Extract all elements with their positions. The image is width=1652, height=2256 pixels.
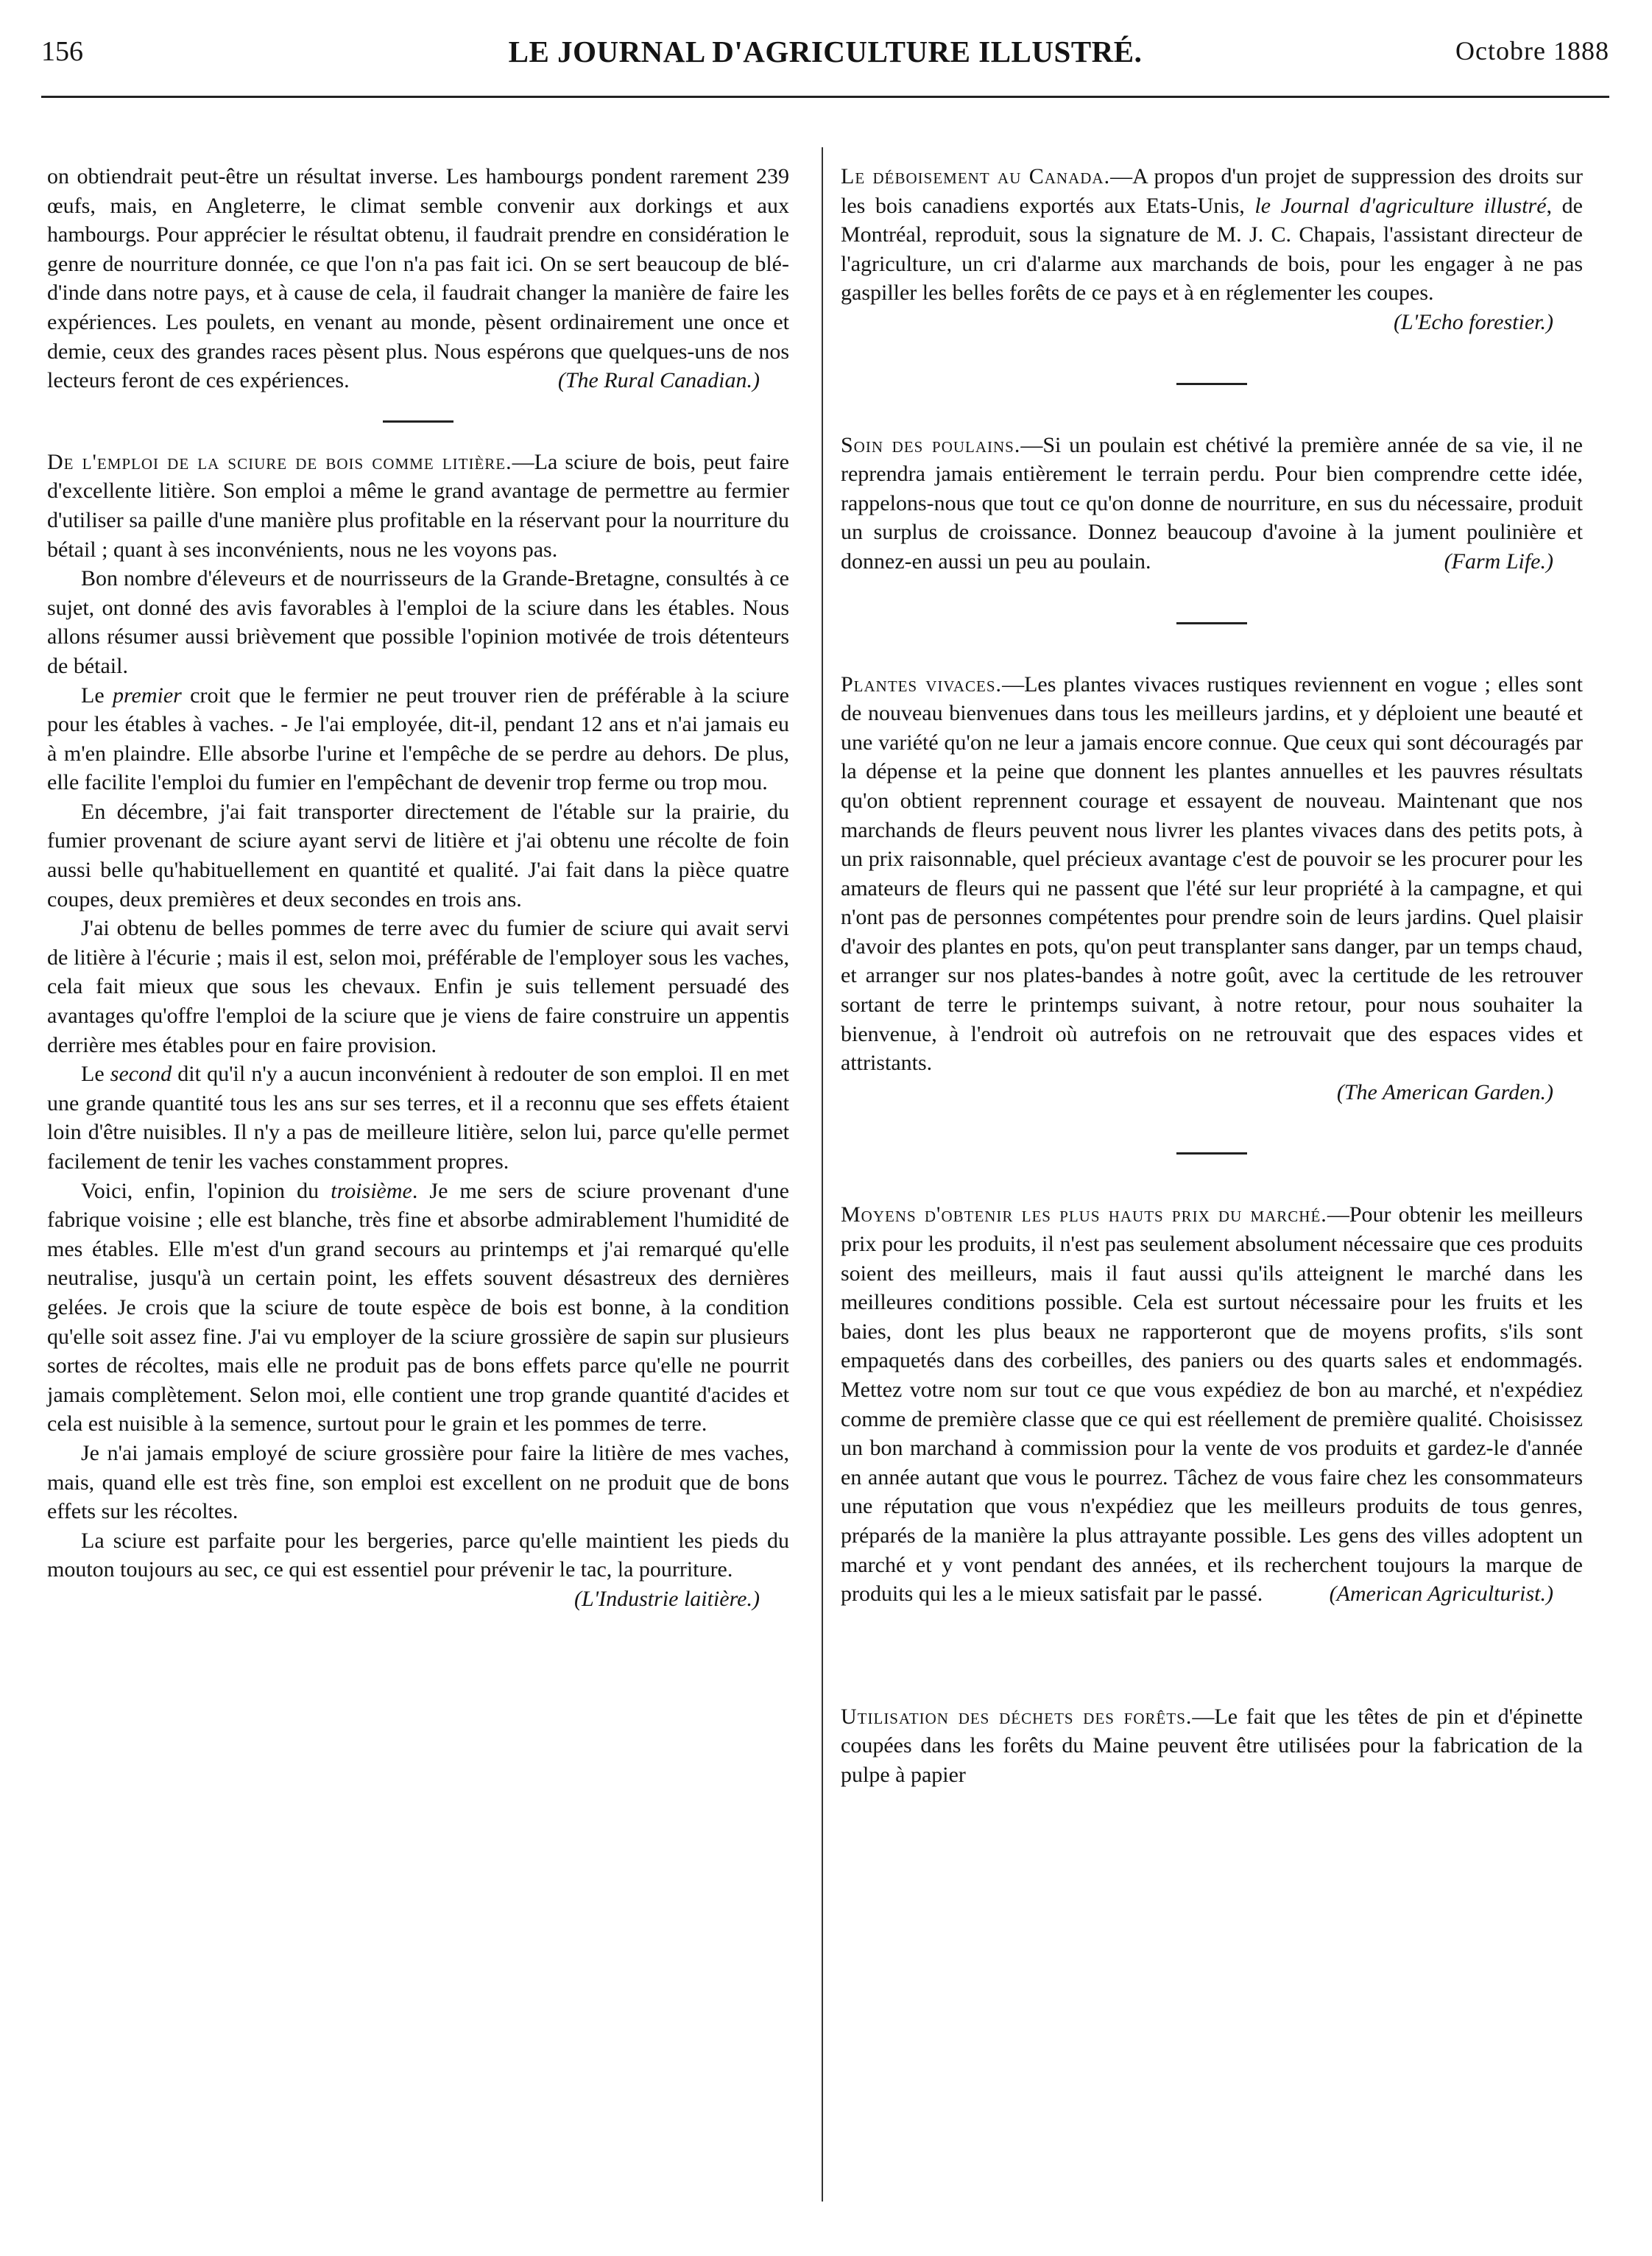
canada-heading: Le déboisement au Canada. <box>841 164 1111 188</box>
article-marche <box>841 1200 1583 1608</box>
sciure-text-5: J'ai obtenu de belles pommes de terre avec du fumier de sciure qui avait servi de litière à l'écurie ; mais il est, selon moi, préférable de l'employer sous les vaches, cela fait mieux que sous les chevaux. Enfin je suis tellement persuadé des avantages qu'offre l'emploi de la sciure que je viens de faire construire un appentis derrière mes étables pour en faire provision. <box>47 916 789 1057</box>
article-poulains <box>841 431 1583 577</box>
sciure-paragraph-9 <box>47 1526 789 1585</box>
sciure-paragraph-8 <box>47 1439 789 1526</box>
marche-paragraph <box>841 1200 1583 1608</box>
dechets-paragraph <box>841 1702 1583 1790</box>
left-column <box>47 162 789 1614</box>
plantes-source: (The American Garden.) <box>1336 1079 1553 1104</box>
article-canada <box>841 162 1583 337</box>
article-separator <box>1176 383 1247 385</box>
continuation-text: on obtiendrait peut-être un résultat inverse. Les hambourgs pondent rarement 239 œufs, mais, en Angleterre, le climat semble convenir aux dorkings et aux hambourgs. Pour apprécier le résultat obtenu, il faudrait prendre en considération le genre de nourriture donnée, ce que l'on n'a pas fait ici. On se sert beaucoup de blé-d'inde dans notre pays, et à cause de cela, il faudrait changer la manière de faire les expériences. Les poulets, en venant au monde, pèsent ordinairement une once et demie, ceux des grandes races pèsent plus. Nous espérons que quelques-uns de nos lecteurs feront de ces expériences. <box>47 164 789 393</box>
sciure-paragraph-7 <box>47 1177 789 1439</box>
continuation-source: (The Rural Canadian.) <box>557 368 760 393</box>
sciure-paragraph-3 <box>47 681 789 797</box>
sciure-paragraph-2 <box>47 564 789 680</box>
article-sciure <box>47 448 789 1614</box>
canada-text-b: , de Montréal, reproduit, sous la signature de M. J. C. Chapais, l'assistant directeur de l'agriculture, un cri d'alarme aux marchands de bois, pour les engager à ne pas gaspiller les belles forêts de ce pays et à en réglementer les coupes. <box>841 193 1583 306</box>
poulains-heading: Soin des poulains. <box>841 432 1021 457</box>
right-column <box>841 162 1583 1790</box>
sciure-emphasis-troisieme: troisième <box>331 1178 412 1203</box>
plantes-text: —Les plantes vivaces rustiques reviennent en vogue ; elles sont de nouveau bienvenues dans tous les meilleurs jardins, et y déploient une beauté et une variété qu'on ne leur a jamais encore connue. Que ceux qui sont découragés par la dépense et la peine que donnent les plantes annuelles et les pauvres résultats qu'on obtient reprennent courage et essayent de nouveau. Maintenant que nos marchands de fleurs peuvent nous livrer les plantes vivaces dans des petits pots, à un prix raisonnable, quel précieux avantage c'est de pouvoir se les procurer pour les amateurs de fleurs qui ne passent que l'été sur leur propriété à la campagne, et qui n'ont pas de personnes compétentes pour prendre soin de leurs jardins. Quel plaisir d'avoir des plantes en pots, qu'on peut transplanter sans danger, par un temps chaud, et arranger sur nos plates-bandes à notre goût, avec la certitude de les retrouver sortant de terre le printemps suivant, à notre retour, pour nous souhaiter la bienvenue, à l'endroit où autrefois on ne retrouvait que des espaces vides et attristants. <box>841 671 1583 1076</box>
article-separator <box>1176 1152 1247 1155</box>
sciure-text-6b: dit qu'il n'y a aucun inconvénient à redouter de son emploi. Il en met une grande quantité tous les ans sur ses terres, et il a reconnu que ses effets étaient loin d'être nuisibles. Il n'y a pas de meilleure litière, selon lui, parce qu'elle permet facilement de tenir les vaches constamment propres. <box>47 1062 789 1174</box>
dechets-heading: Utilisation des déchets des forêts. <box>841 1704 1193 1729</box>
article-dechets <box>841 1702 1583 1790</box>
sciure-emphasis-premier: premier <box>112 683 182 708</box>
sciure-heading: De l'emploi de la sciure de bois comme litière. <box>47 449 512 474</box>
sciure-text-1: —La sciure de bois, peut faire d'excellente litière. Son emploi a même le grand avantage de permettre au fermier d'utiliser sa paille d'une manière plus profitable en la réservant pour la nourriture du bétail ; quant à ses inconvénients, nous ne les voyons pas. <box>47 449 789 562</box>
issue-date: Octobre 1888 <box>1455 36 1609 66</box>
journal-title: LE JOURNAL D'AGRICULTURE ILLUSTRÉ. <box>508 35 1143 68</box>
poulains-text: —Si un poulain est chétivé la première année de sa vie, il ne reprendra jamais entièrement le terrain perdu. Pour bien comprendre cette idée, rappelons-nous que tout ce qu'on donne de nourriture, en sus du nécessaire, produit un surplus de croissance. Donnez beaucoup d'avoine à la jument poulinière et donnez-en aussi un peu au poulain. <box>841 432 1583 574</box>
article-gap <box>1176 1654 1247 1657</box>
sciure-text-9: La sciure est parfaite pour les bergeries, parce qu'elle maintient les pieds du mouton toujours au sec, ce qui est essentiel pour prévenir le tac, la pourriture. <box>47 1528 789 1582</box>
sciure-paragraph-5 <box>47 914 789 1060</box>
article-separator <box>383 420 453 423</box>
plantes-heading: Plantes vivaces. <box>841 671 1003 697</box>
article-plantes <box>841 670 1583 1107</box>
header-rule <box>41 96 1609 98</box>
column-divider <box>822 147 823 2202</box>
sciure-emphasis-second: second <box>110 1062 172 1087</box>
article-separator <box>1176 622 1247 624</box>
canada-text-a: —A propos d'un projet de suppression des droits sur les bois canadiens exportés aux Etats-Unis, <box>841 164 1584 218</box>
article-columns <box>41 124 1609 2231</box>
sciure-text-7b: . Je me sers de sciure provenant d'une fabrique voisine ; elle est blanche, très fine et absorbe admirablement l'humidité de mes étables. Elle m'est d'un grand secours au printemps et j'ai remarqué qu'elle neutralise, jusqu'à un certain point, les effets souvent désastreux des dernières gelées. Je crois que la sciure de toute espèce de bois est bonne, à la condition qu'elle soit assez fine. J'ai vu employer de la sciure grossière de sapin sur plusieurs sortes de récoltes, mais elle ne produit pas de bons effets parce qu'elle ne pourrit jamais complètement. Selon moi, elle contient une trop grande quantité d'acides et cela est nuisible à la semence, surtout pour le grain et les pommes de terre. <box>47 1178 790 1437</box>
sciure-text-8: Je n'ai jamais employé de sciure grossière pour faire la litière de mes vaches, mais, quand elle est très fine, son emploi est excellent on ne produit que de bons effets sur les récoltes. <box>47 1440 789 1524</box>
sciure-text-3b: croit que le fermier ne peut trouver rien de préférable à la sciure pour les étables à vaches. - Je l'ai employée, dit-il, pendant 12 ans et n'ai jamais eu à m'en plaindre. Elle absorbe l'urine et l'empêche de se perdre au dehors. De plus, elle facilite l'emploi du fumier en l'empêchant de devenir trop ferme ou trop mou. <box>47 683 789 795</box>
page-header <box>41 29 1609 74</box>
sciure-text-3a: Le <box>81 683 113 708</box>
sciure-text-4: En décembre, j'ai fait transporter directement de l'étable sur la prairie, du fumier provenant de sciure ayant servi de litière et j'ai obtenu une récolte de foin aussi belle qu'habituellement en quantité et qualité. J'ai fait dans la pièce quatre coupes, deux premières et deux secondes en trois ans. <box>47 799 789 912</box>
continuation-paragraph <box>47 162 789 395</box>
sciure-paragraph-4 <box>47 797 789 914</box>
sciure-paragraph-6 <box>47 1060 789 1176</box>
sciure-text-7a: Voici, enfin, l'opinion du <box>81 1178 331 1203</box>
plantes-paragraph <box>841 670 1583 1078</box>
sciure-text-2: Bon nombre d'éleveurs et de nourrisseurs de la Grande-Bretagne, consultés à ce sujet, ont donné des avis favorables à l'emploi de la sciure dans les étables. Nous allons résumer aussi brièvement que possible l'opinion motivée de trois détenteurs de bétail. <box>47 566 789 678</box>
sciure-text-6a: Le <box>81 1062 110 1087</box>
newspaper-page <box>41 29 1609 2231</box>
sciure-paragraph-1 <box>47 448 789 564</box>
sciure-source: (L'Industrie laitière.) <box>574 1586 760 1611</box>
marche-text: —Pour obtenir les meilleurs prix pour les produits, il n'est pas seulement absolument nécessaire que ces produits soient des meilleurs, mais il faut aussi qu'ils atteignent le marché dans les meilleures conditions possible. Cela est surtout nécessaire pour les fruits et les baies, dont les plus beaux ne rapporteront que de moyens profits, s'ils sont empaquetés dans des corbeilles, des paniers ou des quarts sales et endommagés. Mettez votre nom sur tout ce que vous expédiez de bon au marché, et n'expédiez comme de première classe que ce qui est réellement de première qualité. Choisissez un bon marchand à commission pour la vente de vos produits et gardez-le d'année en année autant que vous le pourrez. Tâchez de vous faire chez les consommateurs une réputation que vous n'expédiez que les meilleurs produits de tous genres, préparés de la manière la plus attrayante possible. Les gens des villes adoptent un marché et y vont pendant des années, et ils recherchent toujours la marque de produits qui les a le mieux satisfait par le passé. <box>841 1202 1584 1607</box>
poulains-source: (Farm Life.) <box>1444 549 1553 574</box>
marche-heading: Moyens d'obtenir les plus hauts prix du marché. <box>841 1202 1327 1227</box>
canada-paragraph <box>841 162 1583 308</box>
marche-source: (American Agriculturist.) <box>1329 1582 1553 1607</box>
canada-emphasis: le Journal d'agriculture illustré <box>1254 193 1547 218</box>
canada-source: (L'Echo forestier.) <box>1394 309 1553 334</box>
page-number: 156 <box>41 36 83 67</box>
dechets-text: —Le fait que les têtes de pin et d'épinette coupées dans les forêts du Maine peuvent être utilisées pour la fabrication de la pulpe à papier <box>841 1704 1583 1787</box>
